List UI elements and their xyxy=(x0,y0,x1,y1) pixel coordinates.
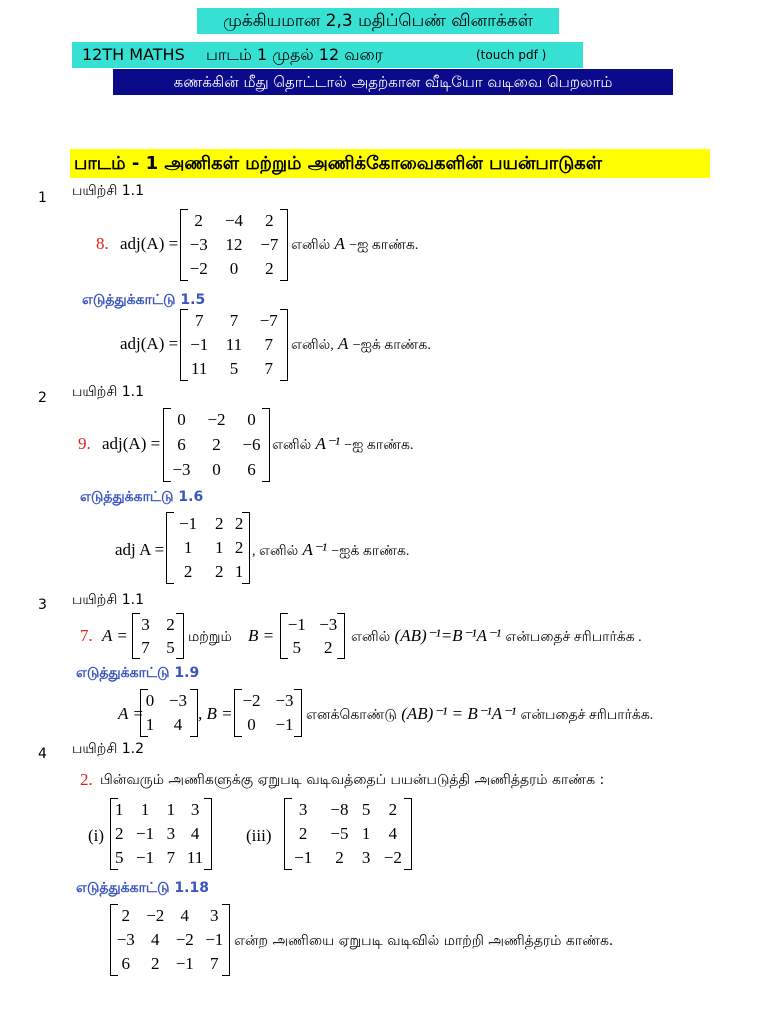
matrix-cell: 7 xyxy=(141,637,150,657)
matrix-row xyxy=(181,233,287,257)
matrix-cell: 0 xyxy=(145,691,155,710)
matrix-row xyxy=(181,309,287,333)
var-b: B = xyxy=(248,626,275,645)
question-text xyxy=(291,234,418,255)
matrix-cell: −1 xyxy=(136,848,155,867)
matrix-row xyxy=(167,560,249,584)
var-a-inverse: A⁻¹ xyxy=(302,540,328,559)
matrix-row xyxy=(181,209,287,233)
matrix-cell: 11 xyxy=(225,335,243,354)
exercise-label: பயிற்சி 1.1 xyxy=(72,592,144,608)
matrix-cell: 4 xyxy=(388,824,398,843)
matrix-adj-a xyxy=(166,512,250,584)
problem-number[interactable]: 8. xyxy=(96,234,109,253)
part-label: (i) xyxy=(88,826,105,845)
matrix-i xyxy=(110,798,212,870)
matrix-table xyxy=(235,689,301,737)
matrix-cell: 2 xyxy=(166,614,175,634)
question-text xyxy=(351,626,642,647)
matrix-row xyxy=(111,846,211,870)
matrix-cell: 0 xyxy=(229,259,239,278)
matrix-row xyxy=(111,822,211,846)
var-a: A xyxy=(334,234,345,253)
header-title: முக்கியமான 2,3 மதிப்பெண் வினாக்கள் xyxy=(197,8,559,34)
matrix-row xyxy=(181,357,287,381)
matrix-row xyxy=(111,904,229,928)
matrix-cell: 2 xyxy=(214,514,224,533)
matrix-cell: 1 xyxy=(115,800,124,819)
question-text xyxy=(306,704,653,725)
matrix-adj-a xyxy=(180,209,288,281)
matrix-cell: 5 xyxy=(166,637,175,657)
var-a: A = xyxy=(102,626,128,645)
matrix-lhs: adj(A) = xyxy=(120,334,179,353)
matrix-table xyxy=(141,689,197,737)
matrix-b xyxy=(234,689,302,737)
example-label[interactable]: எடுத்துக்காட்டு 1.9 xyxy=(76,665,200,681)
matrix-cell: 6 xyxy=(247,459,256,479)
matrix-cell: 6 xyxy=(177,434,186,454)
text-find: −ஐ காண்க. xyxy=(344,438,414,453)
text-enil: எனில் xyxy=(272,438,312,453)
matrix-cell: 12 xyxy=(225,235,243,254)
matrix-cell: 7 xyxy=(210,954,219,973)
matrix-cell: 2 xyxy=(234,538,244,557)
touch-pdf-note: (touch pdf ) xyxy=(476,48,547,62)
matrix-cell: −1 xyxy=(287,614,306,634)
matrix-cell: 3 xyxy=(141,614,150,634)
text-and: மற்றும் xyxy=(188,629,232,645)
matrix-cell: −5 xyxy=(330,824,349,843)
matrix-cell: 1 xyxy=(183,538,193,557)
matrix-cell: 2 xyxy=(388,800,398,819)
question-text: பின்வரும் அணிகளுக்கு ஏறுபடி வடிவத்தைப் பயன்படுத்தி அணித்தரம் காண்க : xyxy=(100,772,605,788)
matrix-cell: 2 xyxy=(151,954,160,973)
matrix-cell: 2 xyxy=(335,848,344,867)
text-find: −ஐக் காண்க. xyxy=(352,338,431,353)
text-given: எனக்கொண்டு xyxy=(306,708,397,723)
matrix-cell: −1 xyxy=(205,930,224,949)
problem-number[interactable]: 2. xyxy=(80,770,93,789)
matrix-row xyxy=(133,613,183,636)
matrix-row xyxy=(164,408,269,433)
matrix-example xyxy=(110,904,230,976)
matrix-cell: 1 xyxy=(214,538,224,557)
matrix-cell: 2 xyxy=(324,637,333,657)
matrix-cell: −2 xyxy=(242,691,261,710)
matrix-cell: 2 xyxy=(212,434,221,454)
var-b: , B = xyxy=(198,704,233,723)
matrix-cell: 7 xyxy=(229,311,239,330)
matrix-table xyxy=(285,798,411,870)
question-text xyxy=(252,540,409,561)
matrix-cell: −2 xyxy=(207,410,226,430)
matrix-cell: 1 xyxy=(234,562,244,581)
matrix-adj-a xyxy=(180,309,288,381)
matrix-row xyxy=(181,333,287,357)
matrix-cell: 1 xyxy=(361,824,371,843)
matrix-a xyxy=(132,613,184,659)
question-text xyxy=(291,334,431,355)
matrix-adj-a xyxy=(163,408,270,482)
matrix-row xyxy=(285,846,411,870)
matrix-cell: 2 xyxy=(298,824,308,843)
matrix-cell: −4 xyxy=(224,211,244,230)
matrix-cell: 0 xyxy=(212,459,221,479)
matrix-row xyxy=(133,636,183,659)
matrix-row xyxy=(141,689,197,713)
matrix-b xyxy=(280,613,345,659)
matrix-cell: −1 xyxy=(175,954,194,973)
matrix-cell: 2 xyxy=(265,259,274,278)
matrix-cell: −6 xyxy=(242,434,261,454)
matrix-cell: 7 xyxy=(194,311,204,330)
matrix-cell: 1 xyxy=(140,800,150,819)
matrix-cell: −3 xyxy=(168,691,187,710)
matrix-cell: 5 xyxy=(115,848,124,867)
video-link-note[interactable]: கணக்கின் மீது தொட்டால் அதற்கான வீடியோ வடிவை பெறலாம் xyxy=(113,69,673,95)
matrix-cell: −3 xyxy=(172,459,191,479)
matrix-row xyxy=(111,952,229,976)
matrix-a xyxy=(140,689,198,737)
matrix-cell: 2 xyxy=(265,211,274,230)
matrix-cell: 2 xyxy=(234,514,244,533)
matrix-cell: 7 xyxy=(264,335,273,354)
lesson-title: பாடம் - 1 அணிகள் மற்றும் அணிக்கோவைகளின் பயன்பாடுகள் xyxy=(70,149,710,178)
text-enil: எனில் xyxy=(291,238,331,253)
matrix-iii xyxy=(284,798,412,870)
matrix-row xyxy=(164,457,269,482)
matrix-cell: 3 xyxy=(210,906,219,925)
matrix-cell: −1 xyxy=(179,514,198,533)
matrix-row xyxy=(281,613,344,636)
matrix-row xyxy=(281,636,344,659)
matrix-cell: 7 xyxy=(166,848,176,867)
matrix-cell: 2 xyxy=(121,906,130,925)
matrix-row xyxy=(235,689,301,713)
question-text xyxy=(272,434,413,455)
matrix-cell: 4 xyxy=(151,930,160,949)
var-a-inverse: A⁻¹ xyxy=(315,434,341,453)
header-subtitle xyxy=(72,42,583,68)
matrix-cell: −2 xyxy=(146,906,165,925)
example-label[interactable]: எடுத்துக்காட்டு 1.5 xyxy=(82,292,206,308)
matrix-row xyxy=(111,928,229,952)
part-label: (iii) xyxy=(246,826,272,845)
text-verify: என்பதைச் சரிபார்க்க. xyxy=(520,708,654,723)
question-number: 2 xyxy=(38,390,47,406)
matrix-lhs: adj A = xyxy=(115,540,165,559)
matrix-cell: −2 xyxy=(189,259,208,278)
matrix-cell: −3 xyxy=(319,614,338,634)
matrix-table xyxy=(111,798,211,870)
matrix-cell: 2 xyxy=(194,211,203,230)
text-find: −ஐக் காண்க. xyxy=(331,544,410,559)
matrix-cell: −3 xyxy=(275,691,294,710)
matrix-cell: 5 xyxy=(292,637,301,657)
matrix-lhs: adj(A) = xyxy=(102,434,161,453)
text-enil: எனில் xyxy=(351,630,391,645)
matrix-row xyxy=(164,433,269,458)
matrix-lhs: adj(A) = xyxy=(120,234,179,253)
lesson-range: பாடம் 1 முதல் 12 வரை xyxy=(206,45,383,64)
matrix-table xyxy=(181,209,287,281)
matrix-cell: 3 xyxy=(166,824,176,843)
question-number: 1 xyxy=(38,190,47,206)
matrix-cell: 11 xyxy=(191,359,208,378)
matrix-cell: 4 xyxy=(180,906,189,925)
var-a: A xyxy=(338,334,349,353)
matrix-row xyxy=(167,512,249,536)
matrix-cell: 5 xyxy=(229,359,239,378)
formula: (AB)⁻¹=B⁻¹A⁻¹ xyxy=(394,626,502,645)
matrix-cell: 3 xyxy=(361,848,371,867)
problem-number[interactable]: 7. xyxy=(80,626,93,645)
question-text: என்ற அணியை ஏறுபடி வடிவில் மாற்றி அணித்தரம் காண்க. xyxy=(234,933,614,949)
matrix-cell: −3 xyxy=(116,930,135,949)
exercise-label: பயிற்சி 1.2 xyxy=(72,741,144,757)
matrix-cell: 7 xyxy=(264,359,273,378)
text-find: −ஐ காண்க. xyxy=(349,238,419,253)
matrix-cell: 0 xyxy=(247,410,256,430)
matrix-table xyxy=(164,408,269,482)
matrix-cell: −1 xyxy=(294,848,313,867)
matrix-row xyxy=(167,536,249,560)
matrix-cell: 2 xyxy=(115,824,124,843)
var-a: A = xyxy=(118,704,144,723)
matrix-table xyxy=(111,904,229,976)
matrix-cell: −1 xyxy=(275,715,294,734)
question-number: 3 xyxy=(38,597,47,613)
example-label[interactable]: எடுத்துக்காட்டு 1.18 xyxy=(76,880,209,896)
matrix-cell: 1 xyxy=(166,800,176,819)
matrix-cell: −7 xyxy=(259,311,278,330)
exercise-label: பயிற்சி 1.1 xyxy=(72,183,144,199)
matrix-row xyxy=(141,713,197,737)
formula: (AB)⁻¹ = B⁻¹A⁻¹ xyxy=(401,704,517,723)
matrix-table xyxy=(181,309,287,381)
matrix-cell: −3 xyxy=(189,235,208,254)
matrix-table xyxy=(133,613,183,659)
matrix-row xyxy=(111,798,211,822)
matrix-cell: 6 xyxy=(121,954,130,973)
matrix-cell: 2 xyxy=(183,562,193,581)
matrix-row xyxy=(285,798,411,822)
exercise-label: பயிற்சி 1.1 xyxy=(72,384,144,400)
matrix-cell: −2 xyxy=(383,848,402,867)
matrix-cell: 4 xyxy=(173,715,183,734)
matrix-cell: −8 xyxy=(330,800,349,819)
text-verify: என்பதைச் சரிபார்க்க . xyxy=(505,630,642,645)
matrix-cell: 2 xyxy=(214,562,224,581)
matrix-cell: 3 xyxy=(298,800,308,819)
matrix-cell: 4 xyxy=(190,824,200,843)
matrix-row xyxy=(181,257,287,281)
matrix-cell: 0 xyxy=(177,410,186,430)
problem-number[interactable]: 9. xyxy=(78,434,91,453)
matrix-table xyxy=(167,512,249,584)
matrix-cell: −1 xyxy=(136,824,155,843)
question-number: 4 xyxy=(38,746,47,762)
matrix-cell: −7 xyxy=(260,235,279,254)
matrix-cell: 0 xyxy=(247,715,256,734)
example-label[interactable]: எடுத்துக்காட்டு 1.6 xyxy=(80,489,204,505)
matrix-cell: −2 xyxy=(175,930,194,949)
matrix-cell: 5 xyxy=(361,800,371,819)
matrix-cell: 11 xyxy=(186,848,204,867)
text-enil: , எனில் xyxy=(252,544,299,559)
matrix-cell: 3 xyxy=(190,800,200,819)
text-enil: எனில், xyxy=(291,338,334,353)
matrix-cell: −1 xyxy=(190,335,209,354)
class-label: 12TH MATHS xyxy=(82,45,185,64)
matrix-row xyxy=(235,713,301,737)
matrix-row xyxy=(285,822,411,846)
matrix-table xyxy=(281,613,344,659)
matrix-cell: 1 xyxy=(145,715,155,734)
